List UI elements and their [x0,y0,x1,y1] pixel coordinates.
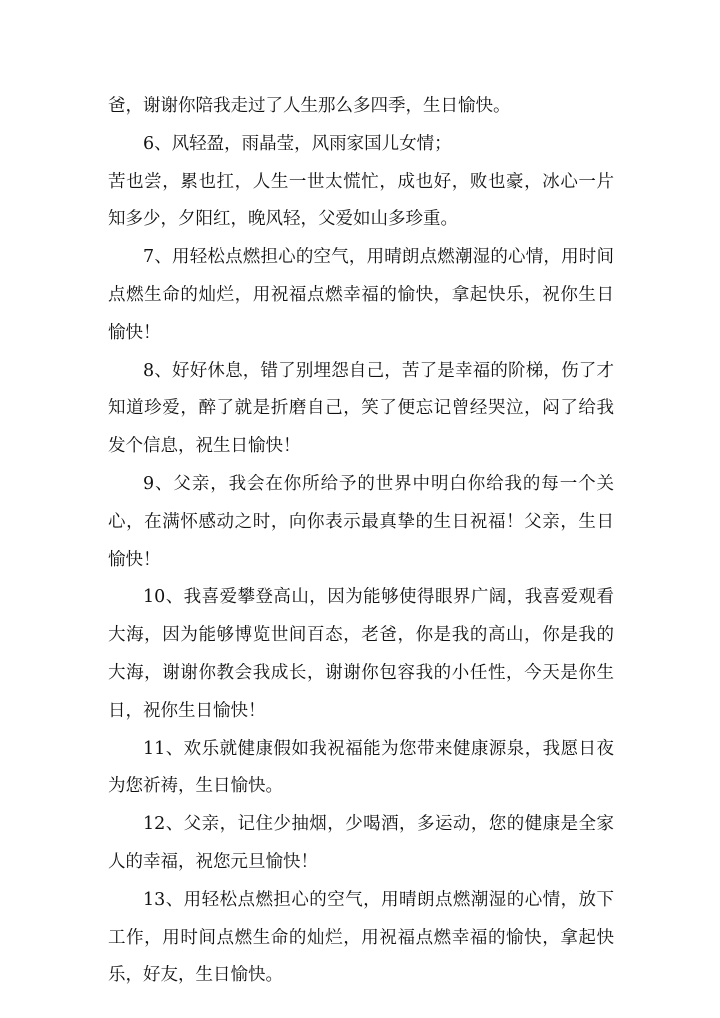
paragraph-item-11: 11、欢乐就健康假如我祝福能为您带来健康源泉，我愿日夜为您祈祷，生日愉快。 [108,738,614,797]
paragraph-item-12: 12、父亲，记住少抽烟，少喝酒，多运动，您的健康是全家人的幸福，祝您元旦愉快！ [108,814,614,872]
paragraph-item-13: 13、用轻松点燃担心的空气，用晴朗点燃潮湿的心情，放下工作，用时间点燃生命的灿烂，用祝福点燃幸福的愉快，拿起快乐，好友，生日愉快。 [108,889,614,986]
paragraph-item-7: 7、用轻松点燃担心的空气，用晴朗点燃潮湿的心情，用时间点燃生命的灿烂，用祝福点燃幸福的愉快，拿起快乐，祝你生日愉快！ [108,247,614,343]
paragraph-item-10: 10、我喜爱攀登高山，因为能够使得眼界广阔，我喜爱观看大海，因为能够博览世间百态，老爸，你是我的高山，你是我的大海，谢谢你教会我成长，谢谢你包容我的小任性，今天是你生日，祝你生日愉快！ [108,587,614,721]
paragraph-continuation: 爸，谢谢你陪我走过了人生那么多四季，生日愉快。 [108,96,511,116]
paragraph-item-6: 6、风轻盈，雨晶莹，风雨家国儿女情； [143,133,452,154]
paragraph-item-6-continuation: 苦也尝，累也扛，人生一世太慌忙，成也好，败也豪，冰心一片知多少，夕阳红，晚风轻，父爱如山多珍重。 [108,171,614,230]
paragraph-item-8: 8、好好休息，错了别埋怨自己，苦了是幸福的阶梯，伤了才知道珍爱，醉了就是折磨自己，笑了便忘记曾经哭泣，闷了给我发个信息，祝生日愉快！ [108,360,614,457]
paragraph-item-9: 9、父亲，我会在你所给予的世界中明白你给我的每一个关心，在满怀感动之时，向你表示最真挚的生日祝福！父亲，生日愉快！ [108,473,614,570]
